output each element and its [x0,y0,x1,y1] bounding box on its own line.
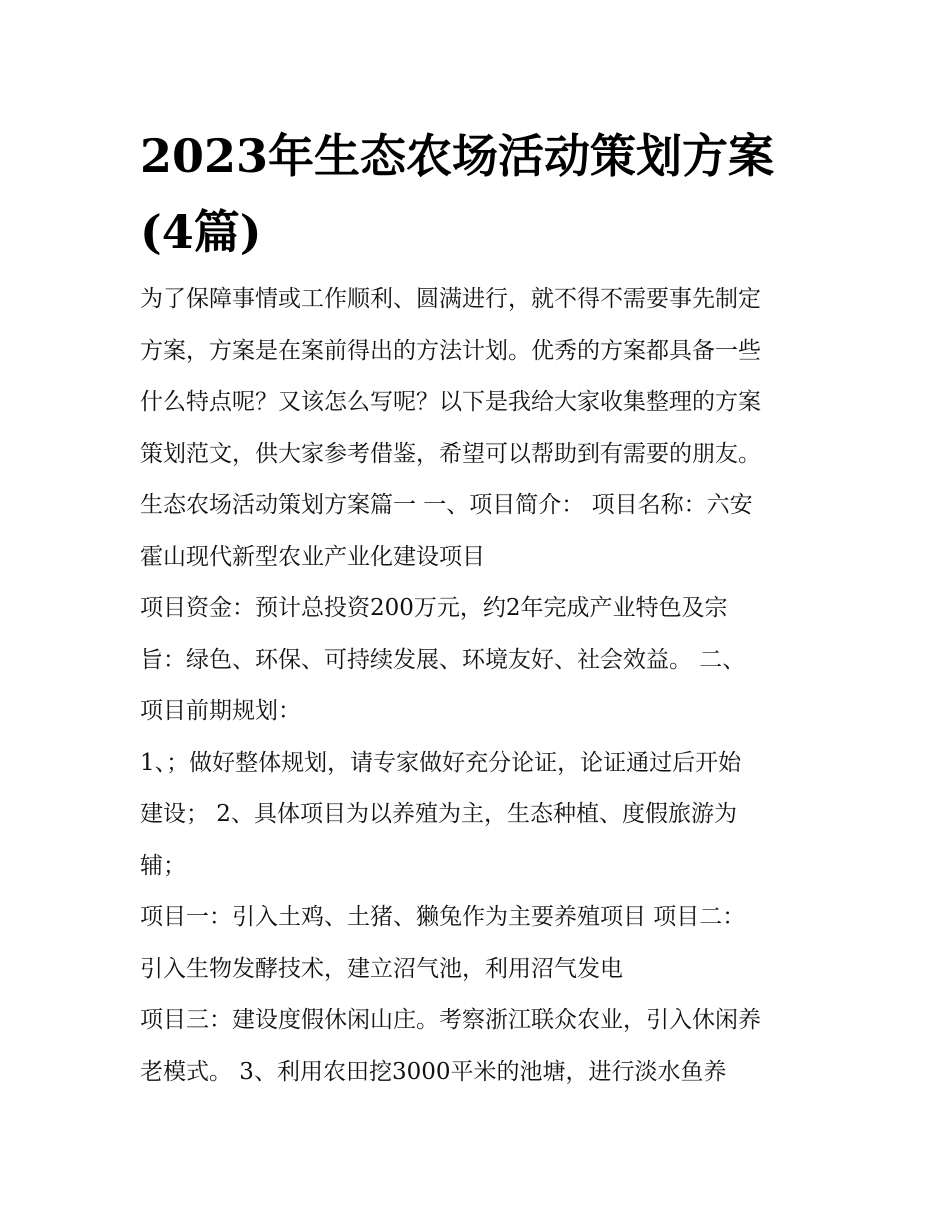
body-line: 为了保障事情或工作顺利、圆满进行，就不得不需要事先制定 [140,286,761,312]
body-line: 项目资金：预计总投资200万元，约2年完成产业特色及宗 [140,595,728,621]
body-line: 旨：绿色、环保、可持续发展、环境友好、社会效益。 二、 [140,646,746,673]
body-line: 项目一：引入土鸡、土猪、獭兔作为主要养殖项目 项目二： [140,904,746,930]
body-line: 辅； [140,852,186,879]
body-line: 项目前期规划： [140,698,301,724]
body-line: 什么特点呢？又该怎么写呢？以下是我给大家收集整理的方案 [140,389,761,415]
body-line: 项目三：建设度假休闲山庄。考察浙江联众农业，引入休闲养 [140,1007,761,1033]
document-body [140,274,840,1098]
body-line: 霍山现代新型农业产业化建设项目 [140,543,485,570]
body-line: 引入生物发酵技术，建立沼气池，利用沼气发电 [140,955,623,982]
body-line: 方案，方案是在案前得出的方法计划。优秀的方案都具备一些 [140,337,761,364]
body-line: 策划范文，供大家参考借鉴，希望可以帮助到有需要的朋友。 [140,440,761,467]
document-title [140,118,830,270]
body-line: 1、；做好整体规划，请专家做好充分论证，论证通过后开始 [140,749,742,776]
body-line: 老模式。 3、利用农田挖3000平米的池塘，进行淡水鱼养 [140,1058,727,1085]
body-line: 生态农场活动策划方案篇一 一、项目简介： 项目名称：六安 [140,492,753,518]
body-line: 建设； 2、具体项目为以养殖为主，生态种植、度假旅游为 [140,801,737,827]
title-line: (4篇) [140,205,262,259]
title-line: 2023年生态农场活动策划方案 [140,129,775,183]
